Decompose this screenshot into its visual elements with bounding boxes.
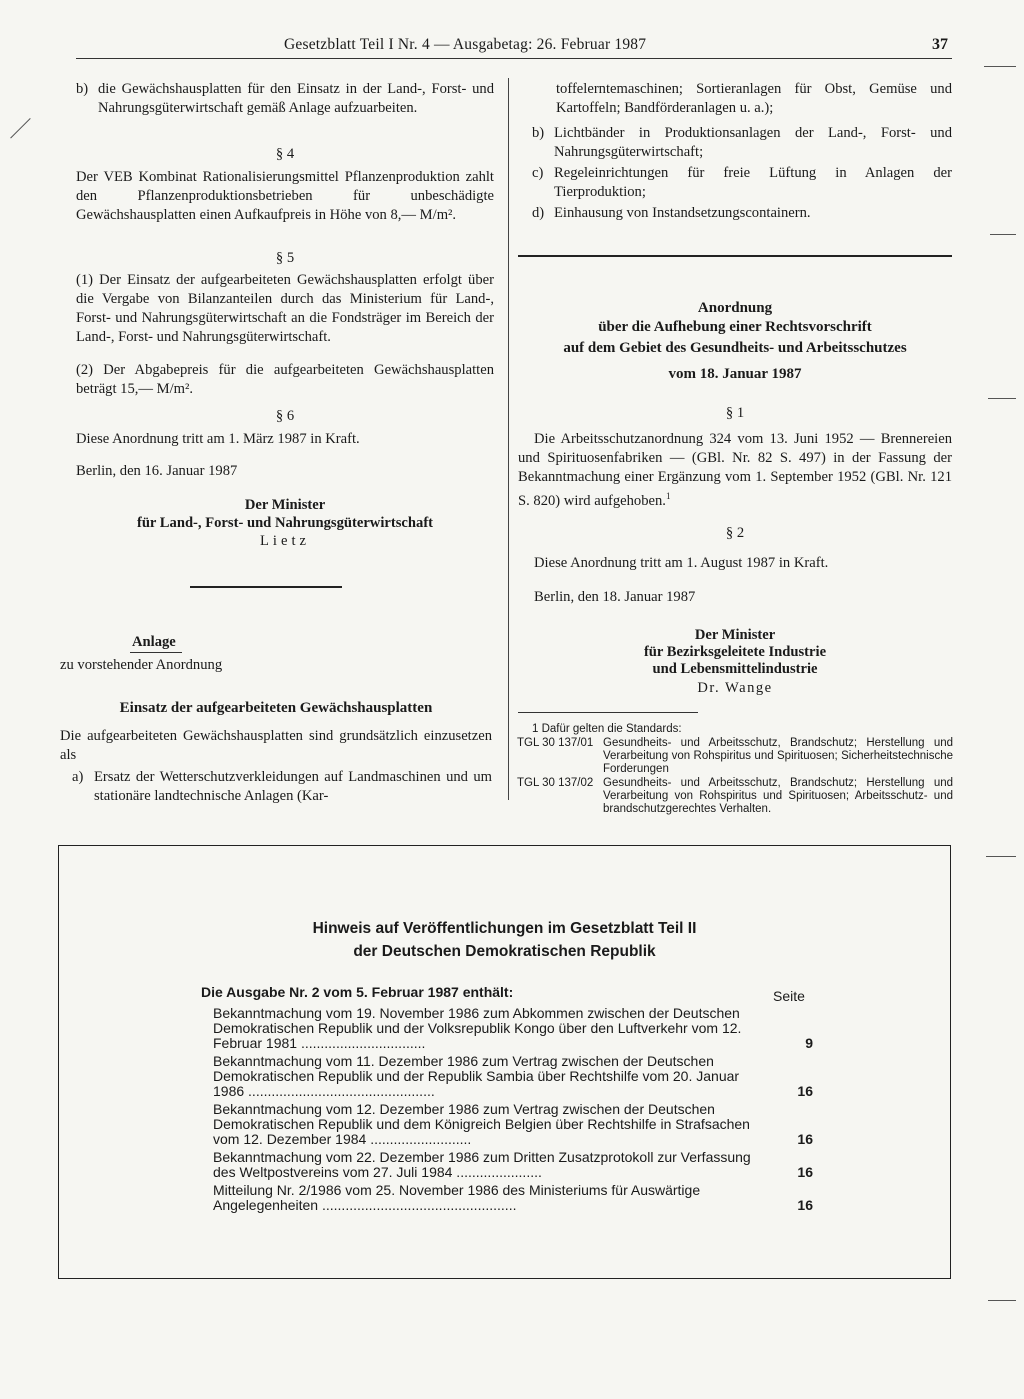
section-heading-4: § 4 <box>275 146 295 162</box>
footnote-intro: 1 Dafür gelten die Standards: <box>532 723 682 735</box>
standard-code: TGL 30 137/02 <box>517 777 594 789</box>
list-label: a) <box>72 769 84 785</box>
ordinance-date: vom 18. Januar 1987 <box>668 366 802 382</box>
list-text: Einhausung von Instandsetzungscontainern. <box>554 205 811 221</box>
margin-mark <box>988 398 1016 399</box>
continued-text: toffelerntemaschinen; Sortieranlagen für Obst, Gemüse und Kartoffeln; Bandförderanlagen u. a.); <box>556 81 952 116</box>
section-heading-1: § 1 <box>725 405 745 421</box>
section-heading-2: § 2 <box>725 525 745 541</box>
margin-mark <box>990 234 1016 235</box>
standard-text: Gesundheits- und Arbeitsschutz, Brandschutz; Herstellung und Verarbeitung von Rohspiritus und Spirituosen; Arbeitsschutz- und brandschutzgerechtes Verhalten. <box>603 777 953 815</box>
ordinance-subtitle: auf dem Gebiet des Gesundheits- und Arbeitsschutzes <box>563 340 907 356</box>
list-item <box>213 1183 813 1213</box>
list-text: Ersatz der Wetterschutzverkleidungen auf Landmaschinen und um stationäre landtechnische Anlagen (Kar- <box>94 769 492 804</box>
section-2-text: Diese Anordnung tritt am 1. August 1987 in Kraft. <box>534 555 829 571</box>
section-1-body: Die Arbeitsschutzanordnung 324 vom 13. Juni 1952 — Brennereien und Spirituosenfabriken — (GBl. Nr. 82 S. 497) in der Fassung der Bekanntmachung einer Ergänzung vom 1. September 1952 (GBl. Nr. 121 S. 820) wird aufgehoben. <box>518 431 952 509</box>
footnote-ref: 1 <box>665 491 671 501</box>
issue-line: Die Ausgabe Nr. 2 vom 5. Februar 1987 enthält: <box>201 984 514 1000</box>
entry-text: Bekanntmachung vom 19. November 1986 zum Abkommen zwischen der Deutschen Demokratischen Republik und der Volksrepublik Kongo über den Luftverkehr vom 12. Februar 1981 ................................ <box>213 1005 742 1051</box>
place-date: Berlin, den 16. Januar 1987 <box>76 463 238 479</box>
separator-rule <box>190 586 342 588</box>
annex-underline <box>130 652 182 653</box>
list-item-b <box>76 80 494 118</box>
annex-subheading: zu vorstehender Anordnung <box>60 657 223 673</box>
annex-heading: Anlage <box>132 634 176 650</box>
list-text: Lichtbänder in Produktionsanlagen der Land-, Forst- und Nahrungsgüterwirtschaft; <box>554 125 952 160</box>
signatory-ministry: und Lebensmittelindustrie <box>652 661 818 677</box>
list-label: d) <box>532 205 545 221</box>
signatory-name: Dr. Wange <box>697 680 773 696</box>
publication-list <box>213 1006 813 1213</box>
list-item <box>213 1054 813 1099</box>
entry-text: Bekanntmachung vom 11. Dezember 1986 zum Vertrag zwischen der Deutschen Demokratischen Republik und der Republik Sambia über Rechtshilfe vom 20. Januar 1986 ................................................ <box>213 1053 740 1099</box>
list-item-b <box>532 124 952 162</box>
list-item-d <box>532 204 952 223</box>
gazette-title: Gesetzblatt Teil I Nr. 4 — Ausgabetag: 26. Februar 1987 <box>284 36 647 53</box>
section-6-text: Diese Anordnung tritt am 1. März 1987 in Kraft. <box>76 431 360 447</box>
margin-mark <box>988 1300 1016 1301</box>
section-5-text-1: (1) Der Einsatz der aufgearbeiteten Gewächshausplatten erfolgt über die Vergabe von Bilanzanteilen durch das Ministerium für Land-, Forst- und Nahrungsgüterwirtschaft an die Fondsträger im Bereich der Land-, Forst- und Nahrungsgüterwirtschaft. <box>76 272 494 345</box>
margin-mark <box>984 66 1016 67</box>
footnote-entry <box>517 737 953 776</box>
column-divider <box>508 78 509 800</box>
list-text: die Gewächshausplatten für den Einsatz in der Land-, Forst- und Nahrungsgüterwirtschaft gemäß Anlage aufzuarbeiten. <box>98 81 494 116</box>
header-rule <box>76 58 952 59</box>
signatory-title: Der Minister <box>244 497 326 513</box>
section-4-text: Der VEB Kombinat Rationalisierungsmittel Pflanzenproduktion zahlt den Pflanzenproduktionsbetrieben für unbeschädigte Gewächshausplatten einen Aufkaufpreis in Höhe von 8,— M/m². <box>76 169 494 223</box>
ordinance-title: Anordnung <box>697 300 773 316</box>
ordinance-subtitle: über die Aufhebung einer Rechtsvorschrift <box>598 319 872 335</box>
entry-text: Bekanntmachung vom 12. Dezember 1986 zum Vertrag zwischen der Deutschen Demokratischen Republik und dem Königreich Belgien über Rechtshilfe in Strafsachen vom 12. Dezember 1984 .......................... <box>213 1101 750 1147</box>
list-label: b) <box>532 125 545 141</box>
signatory-ministry: für Land-, Forst- und Nahrungsgüterwirtschaft <box>136 515 434 531</box>
entry-page: 16 <box>797 1131 813 1147</box>
footnote-entry <box>517 777 953 816</box>
entry-page: 16 <box>797 1197 813 1213</box>
annex-title: Einsatz der aufgearbeiteten Gewächshausplatten <box>119 700 433 716</box>
standard-text: Gesundheits- und Arbeitsschutz, Brandschutz; Herstellung und Verarbeitung von Rohspiritus und Spirituosen; Sicherheitstechnische Forderungen <box>603 737 953 775</box>
standard-code: TGL 30 137/01 <box>517 737 594 749</box>
signatory-ministry: für Bezirksgeleitete Industrie <box>643 644 827 660</box>
notice-box <box>58 845 951 1279</box>
margin-mark <box>986 856 1016 857</box>
entry-page: 9 <box>805 1035 813 1051</box>
annex-intro: Die aufgearbeiteten Gewächshausplatten sind grundsätzlich einzusetzen als <box>60 728 492 763</box>
list-text: Regeleinrichtungen für freie Lüftung in Anlagen der Tierproduktion; <box>554 165 952 200</box>
section-heading-6: § 6 <box>275 408 295 424</box>
entry-page: 16 <box>797 1083 813 1099</box>
list-item-c <box>532 164 952 202</box>
signatory-name: Lietz <box>260 533 310 549</box>
list-item <box>213 1102 813 1147</box>
margin-mark <box>10 118 31 139</box>
signatory-title: Der Minister <box>694 627 776 643</box>
list-label: b) <box>76 81 89 97</box>
list-item <box>213 1150 813 1180</box>
notice-title: Hinweis auf Veröffentlichungen im Gesetzblatt Teil II <box>312 920 697 937</box>
entry-page: 16 <box>797 1164 813 1180</box>
page-column-label: Seite <box>773 988 805 1004</box>
separator-rule <box>518 255 952 257</box>
notice-subtitle: der Deutschen Demokratischen Republik <box>353 943 656 960</box>
section-5-text-2: (2) Der Abgabepreis für die aufgearbeiteten Gewächshausplatten beträgt 15,— M/m². <box>76 362 494 397</box>
entry-text: Mitteilung Nr. 2/1986 vom 25. November 1986 des Ministeriums für Auswärtige Angelegenheiten .................................................. <box>213 1182 701 1213</box>
list-label: c) <box>532 165 544 181</box>
list-item-a <box>72 768 492 806</box>
list-item <box>213 1006 813 1051</box>
footnote-list <box>517 737 953 816</box>
page-number: 37 <box>932 36 948 53</box>
page-header <box>0 36 1024 60</box>
place-date: Berlin, den 18. Januar 1987 <box>534 589 696 605</box>
footnote-rule <box>518 712 698 713</box>
section-1-text <box>518 430 952 511</box>
section-heading-5: § 5 <box>275 250 295 266</box>
entry-text: Bekanntmachung vom 22. Dezember 1986 zum Dritten Zusatzprotokoll zur Verfassung des Weltpostvereins vom 27. Juli 1984 ...................... <box>213 1149 751 1180</box>
